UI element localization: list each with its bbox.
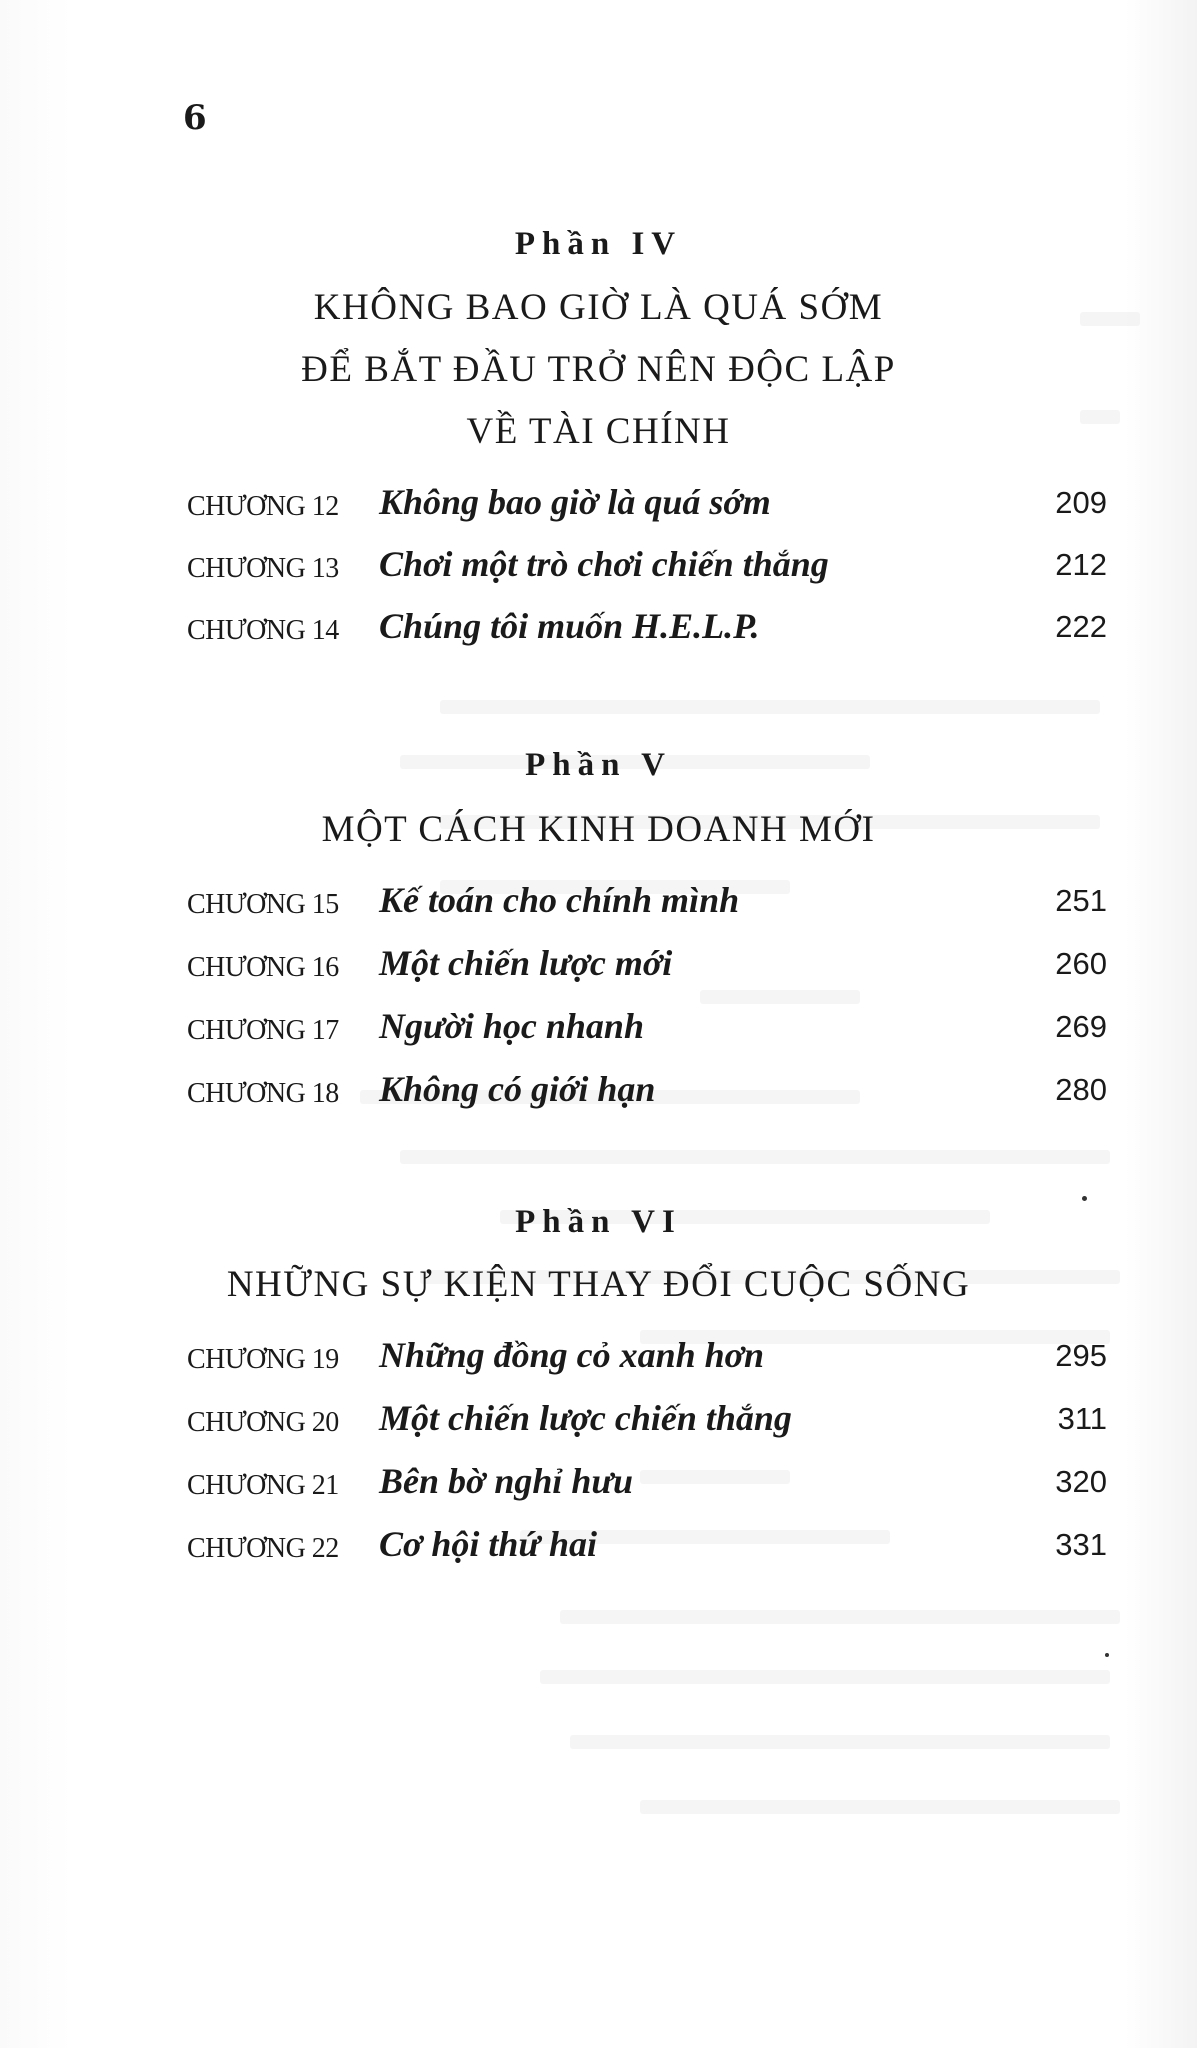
chapter-label: CHƯƠNG 14 [187, 615, 339, 646]
part-v-title-line-1: MỘT CÁCH KINH DOANH MỚI [321, 809, 876, 850]
chapter-label: CHƯƠNG 13 [187, 553, 339, 584]
chapter-page-number: 260 [1055, 946, 1107, 981]
part-v-header: Phần V [525, 747, 672, 783]
ink-speck [1105, 1653, 1109, 1657]
chapter-label: CHƯƠNG 22 [187, 1533, 339, 1564]
part-iv-title-line-2: ĐỂ BẮT ĐẦU TRỞ NÊN ĐỘC LẬP [301, 349, 896, 390]
chapter-title: Cơ hội thứ hai [379, 1524, 597, 1564]
chapter-label: CHƯƠNG 18 [187, 1078, 339, 1109]
chapter-title: Kế toán cho chính mình [379, 880, 740, 920]
chapter-page-number: 212 [1055, 547, 1107, 582]
chapter-title: Chúng tôi muốn H.E.L.P. [379, 606, 760, 646]
toc-entry-chapter-15[interactable] [187, 879, 1107, 929]
chapter-page-number: 251 [1055, 883, 1107, 918]
chapter-label: CHƯƠNG 19 [187, 1344, 339, 1375]
toc-entry-chapter-12[interactable] [187, 481, 1107, 531]
chapter-label: CHƯƠNG 17 [187, 1015, 339, 1046]
toc-entry-chapter-18[interactable] [187, 1068, 1107, 1118]
chapter-page-number: 320 [1055, 1464, 1107, 1499]
chapter-page-number: 222 [1055, 609, 1107, 644]
chapter-page-number: 209 [1055, 485, 1107, 520]
chapter-page-number: 295 [1055, 1338, 1107, 1373]
chapter-title: Bên bờ nghỉ hưu [379, 1461, 633, 1501]
part-vi-title-line-1: NHỮNG SỰ KIỆN THAY ĐỔI CUỘC SỐNG [226, 1264, 971, 1305]
toc-entry-chapter-20[interactable] [187, 1397, 1107, 1447]
chapter-page-number: 311 [1057, 1401, 1107, 1436]
chapter-label: CHƯƠNG 21 [187, 1470, 339, 1501]
chapter-label: CHƯƠNG 15 [187, 889, 339, 920]
chapter-label: CHƯƠNG 16 [187, 952, 339, 983]
part-iv-header: Phần IV [514, 226, 683, 262]
part-iv-title-line-3: VỀ TÀI CHÍNH [466, 411, 731, 452]
ink-speck [1082, 1196, 1087, 1201]
toc-entry-chapter-21[interactable] [187, 1460, 1107, 1510]
chapter-title: Người học nhanh [379, 1006, 644, 1046]
toc-entry-chapter-17[interactable] [187, 1005, 1107, 1055]
toc-entry-chapter-22[interactable] [187, 1523, 1107, 1573]
part-iv-title-line-1: KHÔNG BAO GIỜ LÀ QUÁ SỚM [313, 287, 884, 328]
toc-entry-chapter-16[interactable] [187, 942, 1107, 992]
chapter-title: Một chiến lược mới [379, 943, 673, 983]
chapter-page-number: 280 [1055, 1072, 1107, 1107]
chapter-title: Không có giới hạn [379, 1069, 656, 1109]
toc-entry-chapter-19[interactable] [187, 1334, 1107, 1384]
toc-entry-chapter-13[interactable] [187, 543, 1107, 593]
chapter-label: CHƯƠNG 12 [187, 491, 339, 522]
chapter-title: Một chiến lược chiến thắng [379, 1398, 792, 1438]
chapter-page-number: 331 [1055, 1527, 1107, 1562]
page-number: 6 [183, 98, 207, 138]
part-vi-header: Phần VI [515, 1204, 682, 1240]
toc-entry-chapter-14[interactable] [187, 605, 1107, 655]
chapter-page-number: 269 [1055, 1009, 1107, 1044]
chapter-title: Chơi một trò chơi chiến thắng [379, 544, 829, 584]
chapter-title: Những đồng cỏ xanh hơn [379, 1335, 765, 1375]
chapter-label: CHƯƠNG 20 [187, 1407, 339, 1438]
chapter-title: Không bao giờ là quá sớm [379, 482, 771, 522]
